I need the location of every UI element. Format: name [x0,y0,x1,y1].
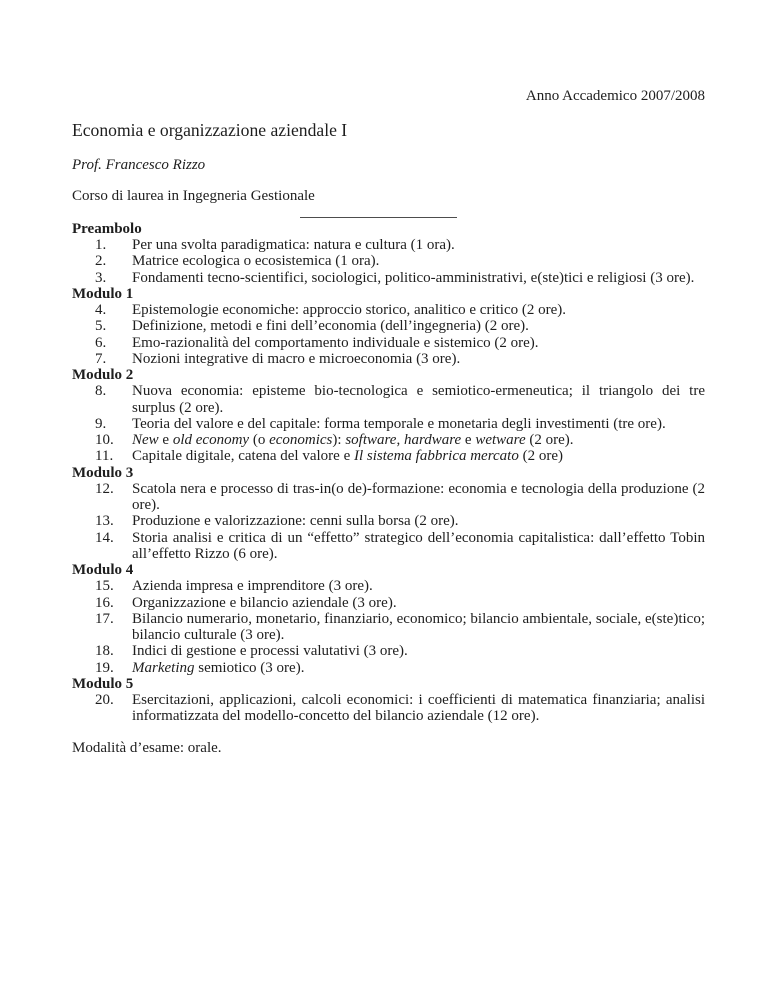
item-text: Organizzazione e bilancio aziendale (3 ore). [132,594,397,611]
item-text: Matrice ecologica o ecosistemica (1 ora). [132,253,380,270]
item-number: 8. [95,383,107,400]
section-heading: Preambolo [72,220,142,237]
item-number: 18. [95,643,114,660]
item-text: Scatola nera e processo di tras-in(o de)-formazione: economia e tecnologia della produzione (2 ore). [132,480,705,513]
syllabus-item [72,530,705,563]
document-content [72,0,705,756]
syllabus-item [72,432,705,448]
syllabus-section [72,221,705,286]
item-text: Produzione e valorizzazione: cenni sulla borsa (2 ore). [132,513,459,530]
item-number: 3. [95,269,107,286]
degree-course: Corso di laurea in Ingegneria Gestionale [72,188,315,204]
syllabus-item [72,513,705,529]
syllabus-item [72,643,705,659]
item-text: Fondamenti tecno-scientifici, sociologici, politico-amministrativi, e(ste)tici e religiosi (3 ore). [132,269,695,286]
exam-note: Modalità d’esame: orale. [72,739,222,756]
academic-year: Anno Accademico 2007/2008 [525,88,705,104]
item-text: Nuova economia: episteme bio-tecnologica e semiotico-ermeneutica; il triangolo dei tre surplus (2 ore). [132,383,705,416]
item-text: Epistemologie economiche: approccio storico, analitico e critico (2 ore). [132,302,567,318]
syllabus-section [72,286,705,367]
item-text: Nozioni integrative di macro e microeconomia (3 ore). [132,350,461,367]
item-text: Per una svolta paradigmatica: natura e cultura (1 ora). [132,237,455,253]
syllabus-section [72,367,705,465]
syllabus-section [72,562,705,676]
syllabus-section [72,465,705,563]
item-number: 11. [95,448,114,465]
syllabus-item [72,270,705,286]
syllabus-item [72,611,705,644]
item-text: Esercitazioni, applicazioni, calcoli economici: i coefficienti di matematica finanziaria; analisi informatizzata del modello-concetto del bilancio aziendale (12 ore). [132,692,705,725]
syllabus-item [72,383,705,416]
item-text: Bilancio numerario, monetario, finanziario, economico; bilancio ambientale, sociale, e(ste)tico; bilancio culturale (3 ore). [132,610,705,643]
syllabus-item [72,416,705,432]
item-number: 9. [95,415,107,432]
syllabus-item [72,237,705,253]
syllabus-item [72,448,705,464]
item-text: Azienda impresa e imprenditore (3 ore). [132,578,373,595]
syllabus-item [72,351,705,367]
syllabus-item [72,481,705,514]
item-text: Emo-razionalità del comportamento individuale e sistemico (2 ore). [132,334,539,351]
section-heading: Modulo 2 [72,367,134,383]
item-number: 15. [95,578,114,595]
item-number: 7. [95,350,107,367]
syllabus-item [72,692,705,725]
item-text: Definizione, metodi e fini dell’economia (dell’ingegneria) (2 ore). [132,318,529,335]
section-heading: Modulo 5 [72,675,134,692]
item-text: Teoria del valore e del capitale: forma temporale e monetaria degli investimenti (tre ore). [132,415,666,432]
item-number: 6. [95,334,107,351]
item-number: 12. [95,480,114,497]
item-number: 13. [95,513,114,530]
item-number: 19. [95,659,114,676]
syllabus-list [72,221,705,725]
item-number: 4. [95,302,107,318]
item-number: 1. [95,237,107,253]
item-number: 5. [95,318,107,335]
syllabus-item [72,578,705,594]
item-number: 2. [95,253,107,270]
course-title: Economia e organizzazione aziendale I [72,120,348,141]
item-number: 20. [95,692,114,708]
item-text: Marketing semiotico (3 ore). [132,659,305,676]
item-text: Indici di gestione e processi valutativi (3 ore). [132,643,408,660]
syllabus-item [72,302,705,318]
section-heading: Modulo 1 [72,285,134,302]
professor-name: Prof. Francesco Rizzo [72,157,206,174]
item-text: Capitale digitale, catena del valore e Il sistema fabbrica mercato (2 ore) [132,448,563,465]
syllabus-item [72,595,705,611]
section-heading: Modulo 4 [72,562,134,578]
syllabus-item [72,318,705,334]
item-number: 16. [95,594,114,611]
item-number: 14. [95,529,114,546]
syllabus-section [72,676,705,725]
separator-row [72,204,705,217]
item-number: 17. [95,610,114,627]
item-text: Storia analisi e critica di un “effetto” strategico dell’economia capitalistica: dall’effetto Tobin all’effetto Rizzo (6 ore). [132,529,705,562]
item-number: 10. [95,432,114,448]
syllabus-item [72,660,705,676]
syllabus-item [72,335,705,351]
item-text: New e old economy (o economics): software, hardware e wetware (2 ore). [132,432,574,448]
section-heading: Modulo 3 [72,464,134,481]
separator-line [300,204,457,218]
syllabus-item [72,253,705,269]
